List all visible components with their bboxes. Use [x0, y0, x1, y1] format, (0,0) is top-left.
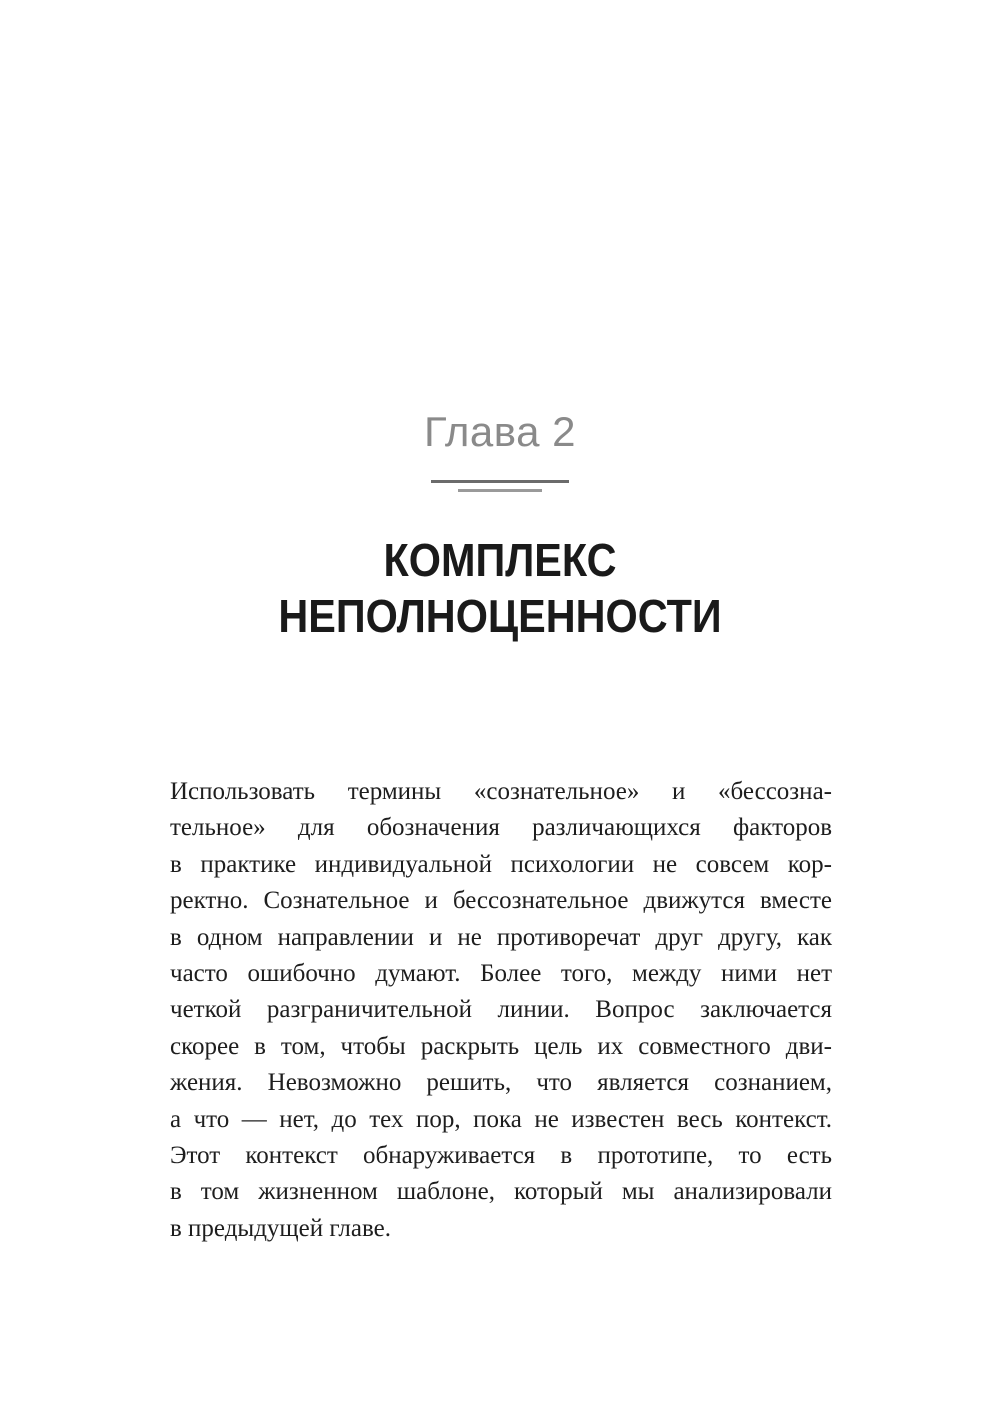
paragraph-line: скорее в том, чтобы раскрыть цель их совместного дви-: [170, 1032, 832, 1060]
paragraph-line: Этот контекст обнаруживается в прототипе, то есть: [170, 1141, 832, 1169]
paragraph-line: четкой разграничительной линии. Вопрос заключается: [170, 996, 832, 1024]
paragraph-line: а что — нет, до тех пор, пока не известен весь контекст.: [170, 1105, 832, 1133]
chapter-title-line: НЕПОЛНОЦЕННОСТИ: [278, 590, 722, 642]
paragraph-line: в предыдущей главе.: [170, 1214, 391, 1242]
paragraph-line: в одном направлении и не противоречат друг другу, как: [170, 923, 832, 951]
paragraph-line: в том жизненном шаблоне, который мы анализировали: [170, 1178, 832, 1206]
decorative-rule-top: [431, 480, 569, 483]
body-paragraph: [170, 774, 832, 1247]
decorative-rule-bottom: [458, 489, 542, 492]
paragraph-line: жения. Невозможно решить, что является сознанием,: [170, 1069, 832, 1097]
paragraph-line: тельное» для обозначения различающихся факторов: [170, 814, 832, 842]
chapter-title-line: КОМПЛЕКС: [383, 534, 617, 586]
chapter-label: Глава 2: [424, 408, 576, 455]
paragraph-line: ректно. Сознательное и бессознательное движутся вместе: [170, 887, 832, 915]
paragraph-line: Использовать термины «сознательное» и «бессозна-: [170, 778, 832, 805]
paragraph-line: в практике индивидуальной психологии не совсем кор-: [170, 850, 832, 878]
chapter-title: [50, 532, 950, 644]
paragraph-line: часто ошибочно думают. Более того, между ними нет: [170, 959, 832, 987]
